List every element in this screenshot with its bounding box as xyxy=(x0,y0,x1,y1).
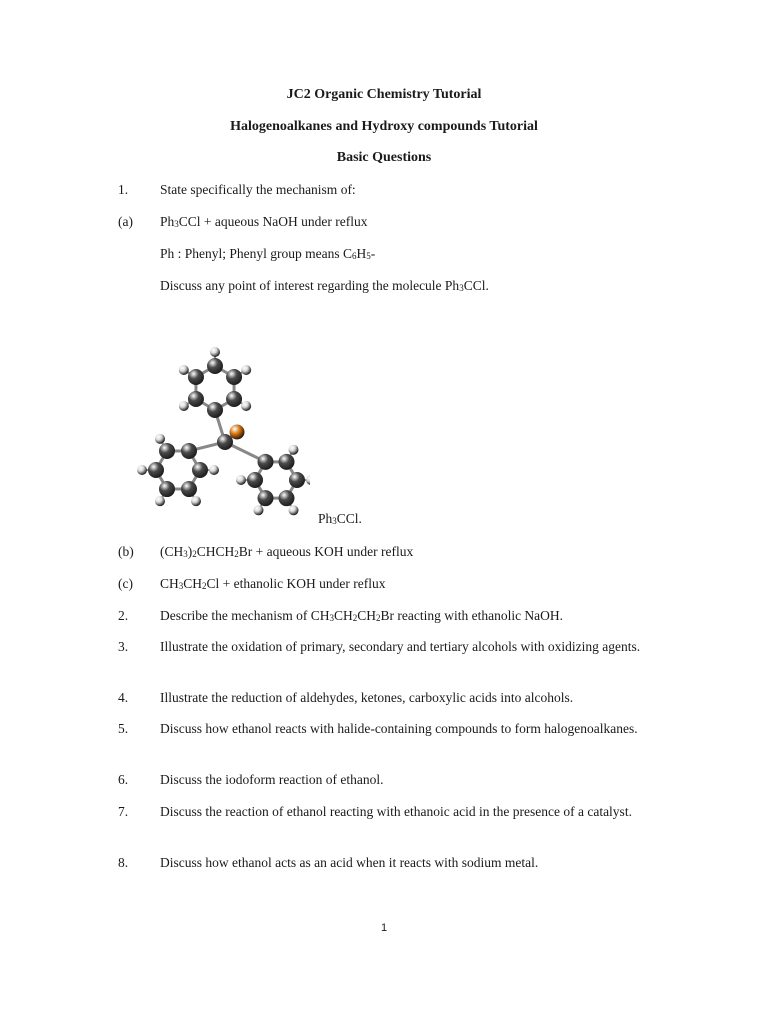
question-7: 7. Discuss the reaction of ethanol reacting with ethanoic acid in the presence of a catalyst. xyxy=(118,804,632,819)
carbon-atom xyxy=(192,462,208,478)
carbon-atom xyxy=(226,369,242,385)
carbon-atom xyxy=(159,481,175,497)
document-subtitle: Halogenoalkanes and Hydroxy compounds Tutorial xyxy=(230,119,538,134)
q1a-discuss: Discuss any point of interest regarding the molecule $Ph_3CCl$. xyxy=(160,278,489,293)
carbon-atom xyxy=(207,402,223,418)
q1c-text: $CH_3CH_2Cl$ + ethanolic KOH under reflux xyxy=(160,576,386,591)
chlorine-atom xyxy=(230,425,245,440)
carbon-atom xyxy=(289,472,305,488)
question-4: 4. Illustrate the reduction of aldehydes, ketones, carboxylic acids into alcohols. xyxy=(118,690,574,705)
question-5: 5. Discuss how ethanol reacts with halide-containing compounds to form halogenoalkanes. xyxy=(118,721,638,736)
hydrogen-atom xyxy=(191,496,201,506)
carbon-atom xyxy=(181,481,197,497)
q1-text: State specifically the mechanism of: xyxy=(160,182,356,197)
q1b-text: $(CH_3)_2CHCH_2Br$ + aqueous KOH under reflux xyxy=(160,544,414,559)
carbon-atom xyxy=(258,490,274,506)
ph3ccl-molecule-figure xyxy=(110,330,310,530)
hydrogen-atom xyxy=(155,496,165,506)
hydrogen-atom xyxy=(289,505,299,515)
q1-number: 1. xyxy=(118,182,129,197)
page-number: 1 xyxy=(380,922,388,934)
hydrogen-atom xyxy=(241,365,251,375)
question-3: 3. Illustrate the oxidation of primary, secondary and tertiary alcohols with oxidizing agents. xyxy=(118,639,641,654)
hydrogen-atom xyxy=(210,347,220,357)
question-8: 8. Discuss how ethanol acts as an acid when it reacts with sodium metal. xyxy=(118,855,539,870)
hydrogen-atom xyxy=(289,445,299,455)
hydrogen-atom xyxy=(254,505,264,515)
carbon-atom xyxy=(226,391,242,407)
carbon-atom xyxy=(188,391,204,407)
hydrogen-atom xyxy=(236,475,246,485)
carbon-atom xyxy=(148,462,164,478)
q2-number: 2. xyxy=(118,608,129,623)
carbon-atom xyxy=(159,443,175,459)
q1a-text: $Ph_3CCl$ + aqueous NaOH under reflux xyxy=(160,214,368,229)
central-carbon-atom xyxy=(217,434,233,450)
hydrogen-atom xyxy=(155,434,165,444)
hydrogen-atom xyxy=(241,401,251,411)
carbon-atom xyxy=(247,472,263,488)
carbon-atom xyxy=(258,454,274,470)
hydrogen-atom xyxy=(179,401,189,411)
hydrogen-atom xyxy=(306,475,310,485)
question-6: 6. Discuss the iodoform reaction of ethanol. xyxy=(118,772,384,787)
carbon-atom xyxy=(188,369,204,385)
carbon-atom xyxy=(207,358,223,374)
q1a-label: (a) xyxy=(118,214,133,229)
hydrogen-atom xyxy=(137,465,147,475)
hydrogen-atom xyxy=(179,365,189,375)
q1c-label: (c) xyxy=(118,576,133,591)
hydrogen-atom xyxy=(209,465,219,475)
carbon-atom xyxy=(279,490,295,506)
carbon-atom xyxy=(181,443,197,459)
q1b-label: (b) xyxy=(118,544,134,559)
q1a-phenyl-note: Ph : Phenyl; Phenyl group means $C_6H_5-$ xyxy=(160,246,376,261)
figure-caption: $Ph_3CCl$. xyxy=(318,511,362,526)
q2-text: Describe the mechanism of $CH_3CH_2CH_2Br$ reacting with ethanolic NaOH. xyxy=(160,608,564,623)
document-title: JC2 Organic Chemistry Tutorial xyxy=(286,87,482,102)
carbon-atom xyxy=(279,454,295,470)
section-heading: Basic Questions xyxy=(336,150,432,165)
